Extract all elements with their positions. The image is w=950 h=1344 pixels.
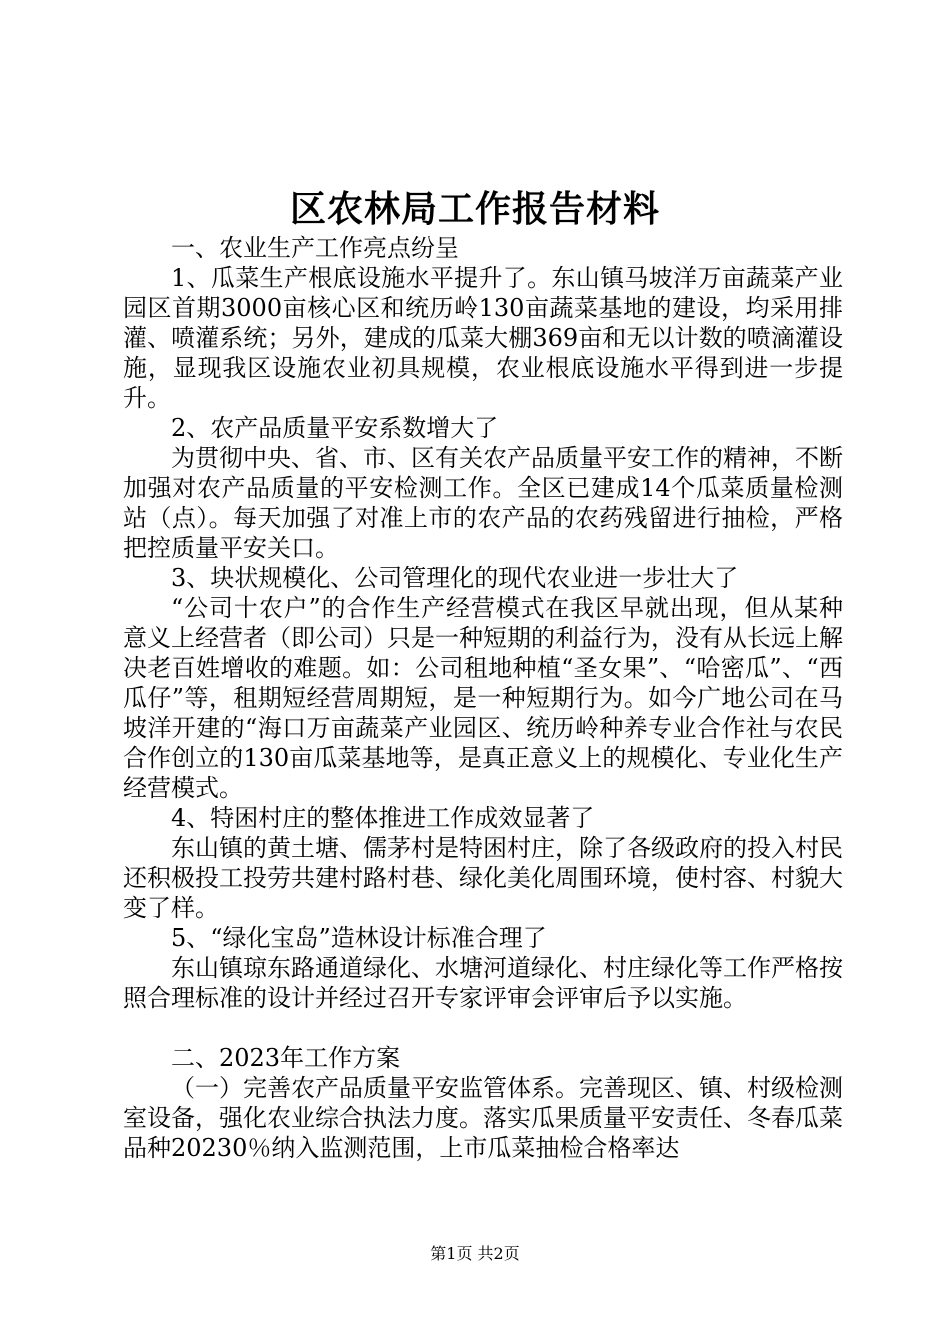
paragraph-item-2-body: 为贯彻中央、省、市、区有关农产品质量平安工作的精神，不断加强对农产品质量的平安检测工作。全区已建成14个瓜菜质量检测站（点）。每天加强了对准上市的农产品的农药残留进行抽检，严格把控质量平安关口。	[123, 444, 843, 562]
paragraph-item-4-heading: 4、特困村庄的整体推进工作成效显著了	[171, 804, 595, 832]
paragraph-plan-1: （一）完善农产品质量平安监管体系。完善现区、镇、村级检测室设备，强化农业综合执法力度。落实瓜果质量平安责任、冬春瓜菜品种20230％纳入监测范围，上市瓜菜抽检合格率达	[123, 1074, 843, 1162]
paragraph-item-4-body: 东山镇的黄土塘、儒茅村是特困村庄，除了各级政府的投入村民还积极投工投劳共建村路村巷、绿化美化周围环境，使村容、村貌大变了样。	[123, 834, 843, 922]
paragraph-item-3-body: “公司十农户”的合作生产经营模式在我区早就出现，但从某种意义上经营者（即公司）只是一种短期的利益行为，没有从长远上解决老百姓增收的难题。如：公司租地种植“圣女果”、“哈密瓜”、“西瓜仔”等，租期短经营周期短，是一种短期行为。如今广地公司在马坡洋开建的“海口万亩蔬菜产业园区、统历岭种养专业合作社与农民合作创立的130亩瓜菜基地等，是真正意义上的规模化、专业化生产经营模式。	[123, 594, 843, 802]
paragraph-item-5-body: 东山镇琼东路通道绿化、水塘河道绿化、村庄绿化等工作严格按照合理标准的设计并经过召开专家评审会评审后予以实施。	[123, 954, 843, 1012]
document-title: 区农林局工作报告材料	[289, 188, 660, 230]
page-footer: 第1页 共2页	[430, 1244, 520, 1263]
paragraph-item-2-heading: 2、农产品质量平安系数增大了	[171, 414, 499, 442]
section-heading-1: 一、农业生产工作亮点纷呈	[171, 234, 459, 262]
paragraph-item-5-heading: 5、“绿化宝岛”造林设计标准合理了	[171, 924, 547, 952]
paragraph-spacer	[123, 1013, 843, 1043]
paragraph-item-3-heading: 3、块状规模化、公司管理化的现代农业进一步壮大了	[171, 564, 739, 592]
section-heading-2: 二、2023年工作方案	[171, 1044, 401, 1072]
document-body	[123, 233, 843, 1163]
paragraph-item-1: 1、瓜菜生产根底设施水平提升了。东山镇马坡洋万亩蔬菜产业园区首期3000亩核心区和统历岭130亩蔬菜基地的建设，均采用排灌、喷灌系统；另外，建成的瓜菜大棚369亩和无以计数的喷滴灌设施，显现我区设施农业初具规模，农业根底设施水平得到进一步提升。	[123, 264, 843, 412]
